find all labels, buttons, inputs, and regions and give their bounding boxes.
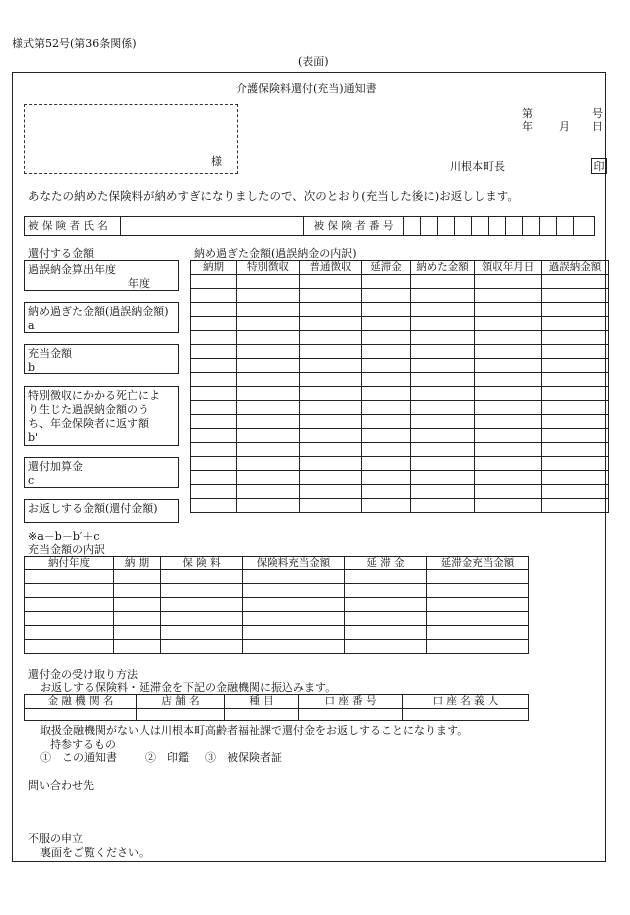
overpaid-cell[interactable] [475,485,542,499]
applied-heading: 充当金額の内訳 [28,543,105,556]
overpaid-cell[interactable] [542,457,609,471]
overpaid-cell[interactable] [237,499,300,513]
applied-cell[interactable] [161,584,243,598]
overpaid-cell[interactable] [411,415,475,429]
overpaid-cell[interactable] [475,499,542,513]
insured-number-digit[interactable] [574,217,595,236]
applied-cell[interactable] [25,584,114,598]
overpaid-cell[interactable] [362,331,411,345]
overpaid-cell[interactable] [191,401,237,415]
applied-cell[interactable] [427,570,529,584]
number-prefix: 第 [522,107,533,120]
overpaid-cell[interactable] [300,499,362,513]
overpaid-cell[interactable] [475,401,542,415]
overpaid-cell[interactable] [362,275,411,289]
overpaid-cell[interactable] [542,373,609,387]
overpaid-cell[interactable] [411,345,475,359]
calc-year-label: 過誤納金算出年度 [28,263,116,276]
no-bank-text: 取扱金融機関がない人は川根本町高齢者福祉課で還付金をお返しすることになります。 [40,724,469,737]
applied-cell[interactable] [243,584,345,598]
applied-cell[interactable] [345,612,427,626]
overpaid-heading: 納め過ぎた金額(過誤納金の内訳) [194,247,357,260]
bank-field[interactable] [137,709,225,721]
addressee-box [24,104,238,174]
overpaid-cell[interactable] [191,499,237,513]
overpaid-cell[interactable] [362,485,411,499]
applied-cell[interactable] [243,640,345,654]
overpaid-cell[interactable] [237,303,300,317]
sender: 川根本町長 [450,160,505,173]
overpaid-cell[interactable] [542,485,609,499]
applied-cell[interactable] [25,640,114,654]
applied-cell[interactable] [345,640,427,654]
overpaid-cell[interactable] [542,331,609,345]
insured-number-digit[interactable] [557,217,574,236]
overpaid-cell[interactable] [475,331,542,345]
overpaid-cell[interactable] [362,499,411,513]
addressee-suffix: 様 [211,155,222,168]
applied-col-late: 延 滞 金 [345,557,427,570]
applied-cell[interactable] [25,626,114,640]
overpaid-cell[interactable] [191,317,237,331]
overpaid-cell[interactable] [475,275,542,289]
overpaid-cell[interactable] [237,415,300,429]
receipt-transfer-text: お返しする保険料・延滞金を下記の金融機関に振込みます。 [40,681,337,694]
applied-cell[interactable] [161,626,243,640]
overpaid-cell[interactable] [362,289,411,303]
overpaid-cell[interactable] [191,471,237,485]
overpaid-cell[interactable] [362,387,411,401]
applied-cell[interactable] [243,570,345,584]
overpaid-cell[interactable] [542,443,609,457]
bank-col-bank: 金 融 機 関 名 [25,695,137,709]
applied-col-premium: 保 険 料 [161,557,243,570]
overpaid-cell[interactable] [362,373,411,387]
bring-item-seal: ② 印鑑 [145,751,189,764]
overpaid-cell[interactable] [191,373,237,387]
bank-field[interactable] [299,709,403,721]
overpaid-cell[interactable] [411,373,475,387]
bank-col-account: 口 座 番 号 [299,695,403,709]
overpaid-cell[interactable] [300,387,362,401]
overpaid-cell[interactable] [237,359,300,373]
applied-cell[interactable] [345,598,427,612]
applied-cell[interactable] [427,640,529,654]
bank-field[interactable] [25,709,137,721]
overpaid-cell[interactable] [362,471,411,485]
overpaid-cell[interactable] [237,429,300,443]
overpaid-cell[interactable] [362,401,411,415]
calc-year-unit: 年度 [128,277,150,290]
bank-table [24,694,529,721]
overpaid-cell[interactable] [475,289,542,303]
overpaid-cell[interactable] [300,331,362,345]
overpaid-cell[interactable] [191,429,237,443]
overpaid-cell[interactable] [542,317,609,331]
applied-cell[interactable] [427,598,529,612]
notice-title: 介護保険料還付(充当)通知書 [236,82,377,95]
overpaid-cell[interactable] [191,387,237,401]
applied-amount-letter: b [28,361,36,374]
overpaid-cell[interactable] [411,443,475,457]
insured-number-digit[interactable] [540,217,557,236]
bring-item-notice: ① この通知書 [40,751,117,764]
overpaid-cell[interactable] [300,373,362,387]
applied-cell[interactable] [427,584,529,598]
side-label: (表面) [298,55,329,68]
overpaid-cell[interactable] [362,443,411,457]
overpaid-cell[interactable] [300,485,362,499]
overpaid-cell[interactable] [475,415,542,429]
refund-total-label: お返しする金額(還付金額) [28,502,158,515]
overpaid-cell[interactable] [191,415,237,429]
overpaid-cell[interactable] [191,303,237,317]
overpaid-cell[interactable] [411,471,475,485]
overpaid-cell[interactable] [237,317,300,331]
overpaid-cell[interactable] [300,317,362,331]
bank-field[interactable] [403,709,529,721]
date-year: 年 [522,120,533,133]
overpaid-cell[interactable] [475,373,542,387]
applied-cell[interactable] [114,612,161,626]
applied-cell[interactable] [25,570,114,584]
overpaid-amount-letter: a [28,319,35,332]
bank-col-branch: 店 舗 名 [137,695,225,709]
form-number: 様式第52号(第36条関係) [12,37,137,50]
applied-cell[interactable] [161,612,243,626]
refund-addition-label: 還付加算金 [28,460,83,473]
overpaid-cell[interactable] [237,345,300,359]
date-month: 月 [559,120,570,133]
objection-text: 裏面をご覧ください。 [40,846,150,859]
applied-table [24,556,529,654]
overpaid-cell[interactable] [542,429,609,443]
special-collection-line2: り生じた過誤納金額のう [28,403,149,416]
overpaid-cell[interactable] [362,303,411,317]
insured-number-digit[interactable] [506,217,523,236]
date-day: 日 [592,120,603,133]
insured-name-field[interactable] [121,217,304,236]
overpaid-cell[interactable] [542,401,609,415]
insured-number-digit[interactable] [489,217,506,236]
applied-cell[interactable] [114,626,161,640]
overpaid-cell[interactable] [411,429,475,443]
overpaid-cell[interactable] [237,275,300,289]
overpaid-cell[interactable] [411,387,475,401]
overpaid-cell[interactable] [411,359,475,373]
overpaid-cell[interactable] [542,359,609,373]
overpaid-cell[interactable] [542,345,609,359]
overpaid-cell[interactable] [542,415,609,429]
overpaid-cell[interactable] [475,443,542,457]
insured-number-digit[interactable] [438,217,455,236]
overpaid-col-special: 特別徴収 [237,261,300,275]
bring-item-card: ③ 被保険者証 [205,751,282,764]
applied-cell[interactable] [345,584,427,598]
overpaid-cell[interactable] [300,303,362,317]
overpaid-cell[interactable] [475,317,542,331]
overpaid-cell[interactable] [411,499,475,513]
seal-mark: 印 [591,158,607,174]
overpaid-cell[interactable] [542,289,609,303]
overpaid-cell[interactable] [191,485,237,499]
applied-cell[interactable] [25,612,114,626]
overpaid-cell[interactable] [475,303,542,317]
bank-col-holder: 口 座 名 義 人 [403,695,529,709]
overpaid-cell[interactable] [362,359,411,373]
overpaid-cell[interactable] [237,485,300,499]
overpaid-cell[interactable] [475,345,542,359]
overpaid-cell[interactable] [411,289,475,303]
overpaid-cell[interactable] [237,289,300,303]
overpaid-cell[interactable] [237,387,300,401]
overpaid-cell[interactable] [475,429,542,443]
applied-cell[interactable] [243,612,345,626]
overpaid-cell[interactable] [237,457,300,471]
overpaid-cell[interactable] [362,429,411,443]
overpaid-cell[interactable] [237,401,300,415]
overpaid-col-paid: 納めた金額 [411,261,475,275]
overpaid-cell[interactable] [300,471,362,485]
overpaid-cell[interactable] [411,303,475,317]
bank-col-type: 種 目 [225,695,299,709]
notice-message: あなたの納めた保険料が納めすぎになりましたので、次のとおり(充当した後に)お返しします。 [28,189,519,203]
insured-table [24,216,595,236]
applied-col-period: 納 期 [114,557,161,570]
overpaid-cell[interactable] [237,373,300,387]
overpaid-cell[interactable] [300,359,362,373]
applied-cell[interactable] [161,598,243,612]
overpaid-cell[interactable] [237,331,300,345]
applied-cell[interactable] [114,640,161,654]
bank-field[interactable] [225,709,299,721]
overpaid-col-ordinary: 普通徴収 [300,261,362,275]
overpaid-cell[interactable] [411,485,475,499]
refund-formula: ※a－b－b′＋c [28,530,100,543]
overpaid-cell[interactable] [475,387,542,401]
applied-cell[interactable] [345,626,427,640]
insured-number-digit[interactable] [523,217,540,236]
overpaid-cell[interactable] [300,415,362,429]
applied-col-year: 納付年度 [25,557,114,570]
overpaid-cell[interactable] [191,275,237,289]
overpaid-cell[interactable] [362,457,411,471]
overpaid-cell[interactable] [300,289,362,303]
overpaid-cell[interactable] [542,303,609,317]
overpaid-cell[interactable] [542,471,609,485]
insured-number-digit[interactable] [404,217,421,236]
overpaid-cell[interactable] [300,443,362,457]
number-suffix: 号 [592,107,603,120]
overpaid-cell[interactable] [542,275,609,289]
overpaid-cell[interactable] [411,401,475,415]
overpaid-cell[interactable] [300,401,362,415]
applied-cell[interactable] [25,598,114,612]
overpaid-cell[interactable] [475,359,542,373]
applied-cell[interactable] [114,598,161,612]
overpaid-cell[interactable] [300,429,362,443]
insured-number-label: 被 保 険 者 番 号 [304,217,404,236]
overpaid-cell[interactable] [300,457,362,471]
overpaid-cell[interactable] [237,471,300,485]
applied-cell[interactable] [345,570,427,584]
special-collection-line3: ち、年金保険者に返す額 [28,417,149,430]
overpaid-cell[interactable] [237,443,300,457]
insured-number-digit[interactable] [421,217,438,236]
refund-heading: 還付する金額 [28,247,94,260]
overpaid-cell[interactable] [191,443,237,457]
applied-col-late-applied: 延滞金充当金額 [427,557,529,570]
overpaid-cell[interactable] [542,499,609,513]
applied-amount-label: 充当金額 [28,347,72,360]
overpaid-cell[interactable] [475,457,542,471]
objection-heading: 不服の申立 [28,832,83,845]
applied-cell[interactable] [114,570,161,584]
overpaid-col-receipt-date: 領収年月日 [475,261,542,275]
special-collection-letter: b' [28,431,39,444]
overpaid-cell[interactable] [191,331,237,345]
applied-cell[interactable] [114,584,161,598]
overpaid-cell[interactable] [411,331,475,345]
overpaid-table [190,260,609,513]
applied-cell[interactable] [243,598,345,612]
insured-name-label: 被 保 険 者 氏 名 [25,217,121,236]
overpaid-cell[interactable] [542,387,609,401]
overpaid-cell[interactable] [411,275,475,289]
overpaid-cell[interactable] [362,345,411,359]
overpaid-col-late: 延滞金 [362,261,411,275]
applied-cell[interactable] [243,626,345,640]
overpaid-cell[interactable] [191,345,237,359]
special-collection-line1: 特別徴収にかかる死亡によ [28,389,160,402]
overpaid-cell[interactable] [300,345,362,359]
overpaid-cell[interactable] [191,457,237,471]
applied-cell[interactable] [161,640,243,654]
overpaid-col-overpaid: 過誤納金額 [542,261,609,275]
refund-addition-letter: c [28,474,35,487]
applied-cell[interactable] [427,612,529,626]
applied-cell[interactable] [427,626,529,640]
applied-col-premium-applied: 保険料充当金額 [243,557,345,570]
receipt-heading: 還付金の受け取り方法 [28,668,138,681]
overpaid-cell[interactable] [191,289,237,303]
overpaid-cell[interactable] [411,317,475,331]
overpaid-cell[interactable] [475,471,542,485]
overpaid-amount-label: 納め過ぎた金額(過誤納金額) [28,305,169,318]
insured-number-digit[interactable] [455,217,472,236]
overpaid-cell[interactable] [300,275,362,289]
overpaid-cell[interactable] [191,359,237,373]
overpaid-col-period: 納期 [191,261,237,275]
overpaid-cell[interactable] [362,415,411,429]
overpaid-cell[interactable] [362,317,411,331]
overpaid-cell[interactable] [411,457,475,471]
bring-heading: 持参するもの [50,738,116,751]
applied-cell[interactable] [161,570,243,584]
insured-number-digit[interactable] [472,217,489,236]
inquiry-label: 問い合わせ先 [28,779,94,792]
